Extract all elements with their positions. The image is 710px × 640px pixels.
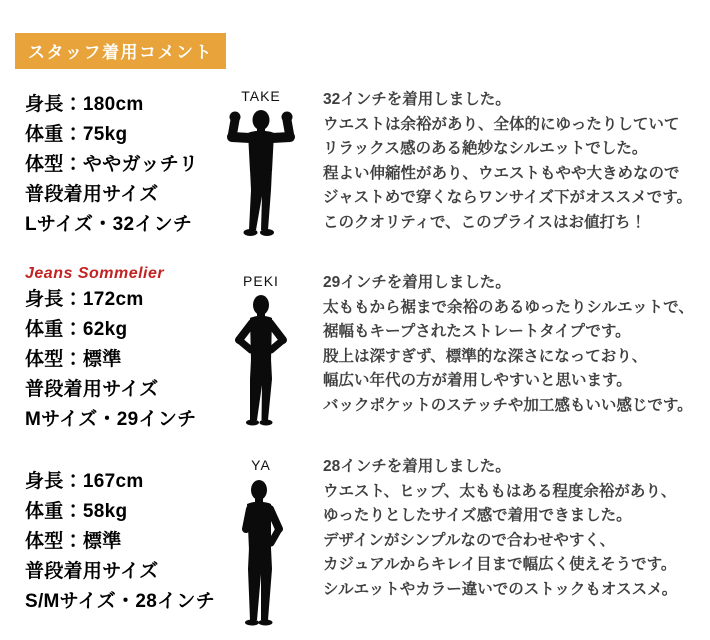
flexing-man-silhouette-icon — [211, 108, 311, 238]
comment-line: 股上は深すぎず、標準的な深さになっており、 — [323, 347, 648, 365]
staff-row-take — [0, 82, 710, 240]
comment-line: 32インチを着用しました。 — [323, 91, 511, 108]
comment-line: 程よい伸縮性があり、ウエストもやや大きめなので — [323, 164, 680, 182]
stat-usual-size-label: 普段着用サイズ — [25, 379, 159, 400]
comment-line: 28インチを着用しました。 — [323, 458, 511, 475]
staff-figure — [205, 82, 317, 238]
comment-line: リラックス感のある絶妙なシルエットでした。 — [323, 140, 648, 157]
staff-stats — [0, 258, 205, 435]
stat-build: 体型：ややガッチリ — [25, 154, 199, 175]
staff-name: PEKI — [243, 273, 279, 289]
stat-build: 体型：標準 — [25, 349, 122, 370]
comment-line: ウエスト、ヒップ、太ももはある程度余裕があり、 — [323, 482, 677, 500]
staff-row-peki — [0, 258, 710, 435]
stat-build: 体型：標準 — [25, 531, 122, 552]
comment-line: 裾幅もキープされたストレートタイプです。 — [323, 323, 631, 340]
staff-comment — [317, 258, 710, 418]
staff-row-ya — [0, 446, 710, 627]
stat-height: 身長：167cm — [25, 471, 144, 492]
staff-stats — [0, 446, 215, 617]
stat-height: 身長：172cm — [25, 289, 144, 310]
stat-weight: 体重：75kg — [25, 124, 128, 145]
stat-usual-size-label: 普段着用サイズ — [25, 561, 159, 582]
comment-line: 幅広い年代の方が着用しやすいと思います。 — [323, 372, 632, 389]
staff-stats — [0, 82, 205, 240]
stat-usual-size-value: Mサイズ・29インチ — [25, 409, 197, 430]
comment-line: ジャストめで穿くならワンサイズ下がオススメです。 — [323, 189, 693, 206]
staff-comment — [317, 446, 710, 602]
stat-height: 身長：180cm — [25, 94, 144, 115]
hands-on-hips-man-silhouette-icon — [216, 293, 306, 428]
stat-weight: 体重：62kg — [25, 319, 128, 340]
comment-line: このクオリティで、このプライスはお値打ち！ — [323, 213, 647, 231]
staff-name: YA — [251, 457, 271, 473]
staff-comment — [317, 82, 710, 235]
comment-line: 太ももから裾まで余裕のあるゆったりシルエットで、 — [323, 298, 694, 316]
comment-line: ウエストは余裕があり、全体的にゆったりしていて — [323, 115, 680, 133]
stat-usual-size-value: Lサイズ・32インチ — [25, 214, 193, 235]
staff-figure — [205, 258, 317, 428]
comment-line: 29インチを着用しました。 — [323, 274, 511, 291]
comment-line: デザインがシンプルなので合わせやすく、 — [323, 531, 616, 549]
comment-line: バックポケットのステッチや加工感もいい感じです。 — [323, 396, 693, 414]
staff-figure — [205, 446, 317, 627]
comment-line: シルエットやカラー違いでのストックもオススメ。 — [323, 580, 678, 598]
thinking-pose-man-silhouette-icon — [219, 477, 303, 627]
stat-weight: 体重：58kg — [25, 501, 128, 522]
jeans-sommelier-tagline: Jeans Sommelier — [25, 265, 165, 282]
staff-name: TAKE — [241, 88, 281, 104]
section-title-badge: スタッフ着用コメント — [15, 33, 226, 69]
comment-line: カジュアルからキレイ目まで幅広く使えそうです。 — [323, 556, 677, 573]
comment-line: ゆったりとしたサイズ感で着用できました。 — [323, 507, 632, 524]
stat-usual-size-value: S/Mサイズ・28インチ — [25, 591, 215, 612]
stat-usual-size-label: 普段着用サイズ — [25, 184, 159, 205]
